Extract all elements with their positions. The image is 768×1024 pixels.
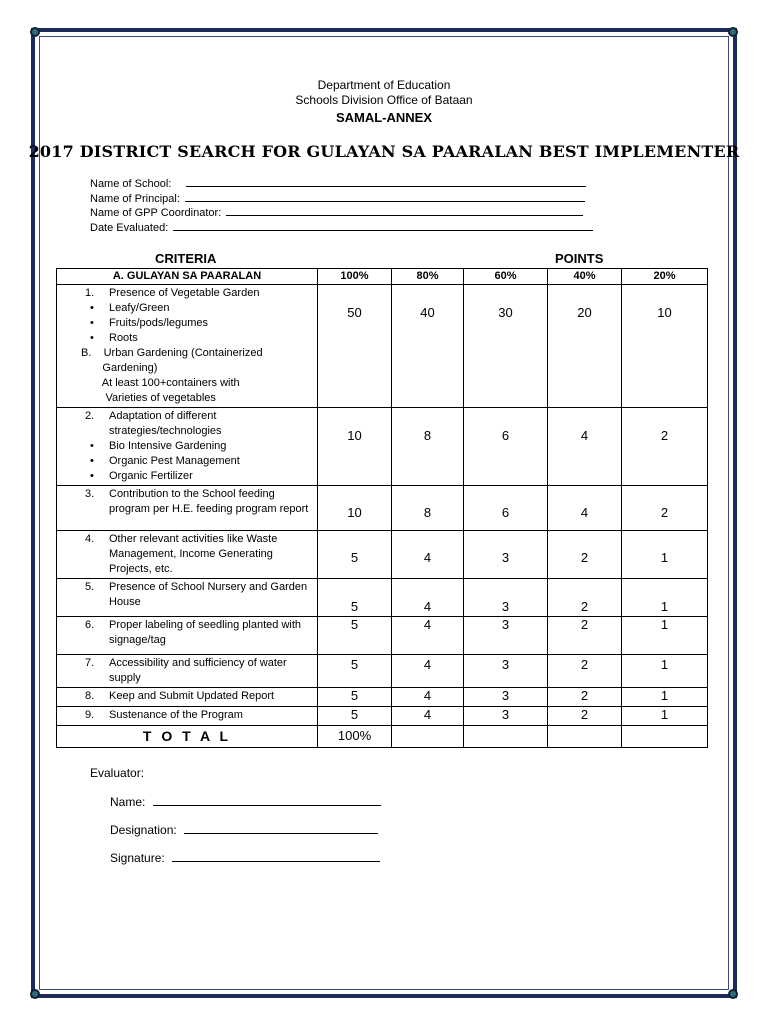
- score-cell: [392, 531, 464, 579]
- criterion-text: Adaptation of different strategies/technologies: [109, 410, 222, 437]
- field-label: Designation:: [110, 823, 177, 837]
- score-value: 3: [501, 688, 510, 703]
- score-cell: [318, 707, 392, 726]
- score-cell: [548, 707, 622, 726]
- score-value: 50: [347, 305, 362, 320]
- score-cell: [548, 408, 622, 486]
- corner-ornament-br: [728, 989, 738, 999]
- empty-cell: [464, 726, 548, 748]
- bullet-item: • Leafy/Green: [85, 301, 313, 316]
- score-cell: [392, 285, 464, 408]
- score-cell: [392, 408, 464, 486]
- score-cell: [318, 617, 392, 655]
- criterion-cell: [57, 285, 318, 408]
- criterion-number: 2.: [85, 410, 95, 422]
- bullet-item: • Roots: [85, 331, 313, 346]
- score-cell: [622, 285, 708, 408]
- evaluator-heading: Evaluator:: [90, 766, 145, 780]
- score-value: 20: [577, 305, 592, 320]
- table-row: [57, 486, 708, 531]
- blank-line: [185, 192, 585, 202]
- field-name-of-gpp-coordinator[interactable]: [90, 206, 583, 219]
- score-cell: [464, 579, 548, 617]
- score-value: 30: [498, 305, 513, 320]
- criterion-number: 3.: [85, 488, 95, 500]
- sub-criterion-text: B. Urban Gardening (Containerized: [81, 347, 263, 359]
- field-date-evaluated[interactable]: [90, 221, 593, 234]
- division-heading: Schools Division Office of Bataan: [295, 93, 473, 107]
- criterion-cell: [57, 617, 318, 655]
- field-label: Date Evaluated:: [90, 222, 169, 234]
- score-cell: [622, 486, 708, 531]
- score-value: 5: [350, 599, 359, 614]
- score-cell: [622, 688, 708, 707]
- score-value: 10: [347, 428, 362, 443]
- score-value: 4: [423, 688, 432, 703]
- score-cell: [464, 531, 548, 579]
- criterion-cell: [57, 408, 318, 486]
- column-header: 80%: [392, 269, 464, 285]
- criterion-cell: [57, 707, 318, 726]
- evaluator-signature-field[interactable]: [110, 851, 380, 865]
- score-cell: [464, 617, 548, 655]
- table-row: [57, 579, 708, 617]
- score-value: 4: [580, 428, 589, 443]
- sub-criterion-text: Varieties of vegetables: [81, 392, 216, 404]
- field-label: Name of School:: [90, 178, 172, 190]
- criterion-number: 7.: [85, 657, 95, 669]
- score-value: 1: [660, 617, 669, 632]
- score-value: 2: [580, 617, 589, 632]
- blank-line: [184, 823, 378, 834]
- score-value: 4: [423, 707, 432, 722]
- corner-ornament-tl: [30, 27, 40, 37]
- corner-ornament-tr: [728, 27, 738, 37]
- column-header: 100%: [318, 269, 392, 285]
- criterion-text: Keep and Submit Updated Report: [109, 690, 275, 702]
- field-name-of-school[interactable]: [90, 177, 586, 190]
- field-label: Name of Principal:: [90, 193, 180, 205]
- criterion-text: Accessibility and sufficiency of water supply: [109, 657, 287, 684]
- score-value: 4: [423, 657, 432, 672]
- table-row: [57, 707, 708, 726]
- score-cell: [392, 707, 464, 726]
- department-heading: Department of Education: [317, 78, 451, 92]
- score-value: 4: [423, 550, 432, 565]
- score-value: 10: [657, 305, 672, 320]
- score-value: 3: [501, 550, 510, 565]
- table-row: [57, 285, 708, 408]
- bullet-item: • Fruits/pods/legumes: [85, 316, 313, 331]
- criterion-text: Presence of Vegetable Garden: [109, 287, 260, 299]
- score-value: 2: [580, 707, 589, 722]
- score-value: 1: [660, 599, 669, 614]
- criterion-number: 1.: [85, 287, 95, 299]
- score-value: 10: [347, 505, 362, 520]
- blank-line: [186, 177, 586, 187]
- table-header-row: [57, 269, 708, 285]
- score-cell: [622, 655, 708, 688]
- blank-line: [173, 221, 593, 231]
- score-value: 1: [660, 688, 669, 703]
- score-cell: [318, 688, 392, 707]
- table-row: [57, 531, 708, 579]
- criterion-text: Other relevant activities like Waste Management, Income Generating Projects, etc.: [109, 533, 278, 575]
- score-value: 2: [580, 599, 589, 614]
- score-cell: [548, 285, 622, 408]
- criterion-text: Contribution to the School feeding program per H.E. feeding program report: [109, 488, 309, 515]
- score-value: 1: [660, 707, 669, 722]
- evaluator-designation-field[interactable]: [110, 823, 378, 837]
- score-cell: [318, 486, 392, 531]
- criterion-text: Proper labeling of seedling planted with signage/tag: [109, 619, 302, 646]
- criterion-cell: [57, 688, 318, 707]
- score-cell: [318, 579, 392, 617]
- score-cell: [318, 285, 392, 408]
- bullet-item: • Bio Intensive Gardening: [85, 439, 313, 454]
- criterion-text: Presence of School Nursery and Garden House: [109, 581, 308, 608]
- table-row: [57, 655, 708, 688]
- score-cell: [392, 617, 464, 655]
- empty-cell: [548, 726, 622, 748]
- criterion-cell: [57, 579, 318, 617]
- score-cell: [622, 531, 708, 579]
- criteria-heading: CRITERIA: [155, 251, 217, 266]
- field-label: Name of GPP Coordinator:: [90, 207, 222, 219]
- score-value: 5: [350, 657, 359, 672]
- points-heading: POINTS: [555, 251, 604, 266]
- table-row: [57, 688, 708, 707]
- score-cell: [318, 655, 392, 688]
- criterion-cell: [57, 486, 318, 531]
- criterion-number: 8.: [85, 690, 95, 702]
- score-value: 1: [660, 657, 669, 672]
- score-value: 3: [501, 707, 510, 722]
- column-header: 20%: [622, 269, 708, 285]
- column-header: 40%: [548, 269, 622, 285]
- table-row: [57, 408, 708, 486]
- empty-cell: [392, 726, 464, 748]
- score-value: 5: [350, 550, 359, 565]
- score-cell: [464, 688, 548, 707]
- empty-cell: [622, 726, 708, 748]
- score-cell: [464, 408, 548, 486]
- score-cell: [548, 655, 622, 688]
- score-cell: [392, 486, 464, 531]
- score-value: 4: [423, 617, 432, 632]
- unit-heading: SAMAL-ANNEX: [335, 110, 433, 125]
- blank-line: [172, 851, 380, 862]
- score-value: 4: [580, 505, 589, 520]
- score-cell: [622, 408, 708, 486]
- score-cell: [548, 579, 622, 617]
- score-value: 4: [423, 599, 432, 614]
- document-title: 2017 DISTRICT SEARCH FOR GULAYAN SA PAARALAN BEST IMPLEMENTER: [28, 142, 740, 161]
- score-value: 2: [660, 428, 669, 443]
- corner-ornament-bl: [30, 989, 40, 999]
- score-cell: [464, 285, 548, 408]
- score-cell: [392, 688, 464, 707]
- score-value: 2: [660, 505, 669, 520]
- score-value: 8: [423, 505, 432, 520]
- score-value: 8: [423, 428, 432, 443]
- score-value: 3: [501, 657, 510, 672]
- bullet-item: • Organic Fertilizer: [85, 469, 313, 484]
- score-value: 2: [580, 550, 589, 565]
- section-header: A. GULAYAN SA PAARALAN: [57, 269, 318, 285]
- evaluator-name-field[interactable]: [110, 795, 381, 809]
- score-value: 6: [501, 428, 510, 443]
- score-cell: [318, 531, 392, 579]
- blank-line: [153, 795, 381, 806]
- criterion-number: 6.: [85, 619, 95, 631]
- column-header: 60%: [464, 269, 548, 285]
- total-row: [57, 726, 708, 748]
- score-value: 6: [501, 505, 510, 520]
- score-value: 5: [350, 707, 359, 722]
- criterion-cell: [57, 655, 318, 688]
- criterion-number: 9.: [85, 709, 95, 721]
- criterion-number: 4.: [85, 533, 95, 545]
- field-name-of-principal[interactable]: [90, 192, 585, 205]
- total-value: 100%: [318, 726, 392, 748]
- total-label: T O T A L: [57, 726, 318, 748]
- score-value: 2: [580, 657, 589, 672]
- field-label: Signature:: [110, 851, 165, 865]
- score-cell: [548, 486, 622, 531]
- score-cell: [622, 617, 708, 655]
- criterion-cell: [57, 531, 318, 579]
- blank-line: [226, 206, 583, 216]
- score-cell: [464, 655, 548, 688]
- bullet-item: • Organic Pest Management: [85, 454, 313, 469]
- score-value: 40: [420, 305, 435, 320]
- score-cell: [622, 707, 708, 726]
- score-cell: [392, 655, 464, 688]
- score-value: 5: [350, 617, 359, 632]
- score-cell: [548, 688, 622, 707]
- score-cell: [622, 579, 708, 617]
- field-label: Name:: [110, 795, 146, 809]
- table-row: [57, 617, 708, 655]
- score-cell: [464, 486, 548, 531]
- score-value: 1: [660, 550, 669, 565]
- score-cell: [548, 617, 622, 655]
- score-value: 2: [580, 688, 589, 703]
- score-value: 5: [350, 688, 359, 703]
- score-value: 3: [501, 599, 510, 614]
- criterion-text: Sustenance of the Program: [109, 709, 243, 721]
- score-value: 3: [501, 617, 510, 632]
- scoring-table: [56, 268, 708, 748]
- sub-criterion-text: At least 100+containers with: [81, 377, 240, 389]
- score-cell: [548, 531, 622, 579]
- score-cell: [464, 707, 548, 726]
- criterion-number: 5.: [85, 581, 95, 593]
- sub-criterion-text: Gardening): [81, 362, 158, 374]
- score-cell: [318, 408, 392, 486]
- score-cell: [392, 579, 464, 617]
